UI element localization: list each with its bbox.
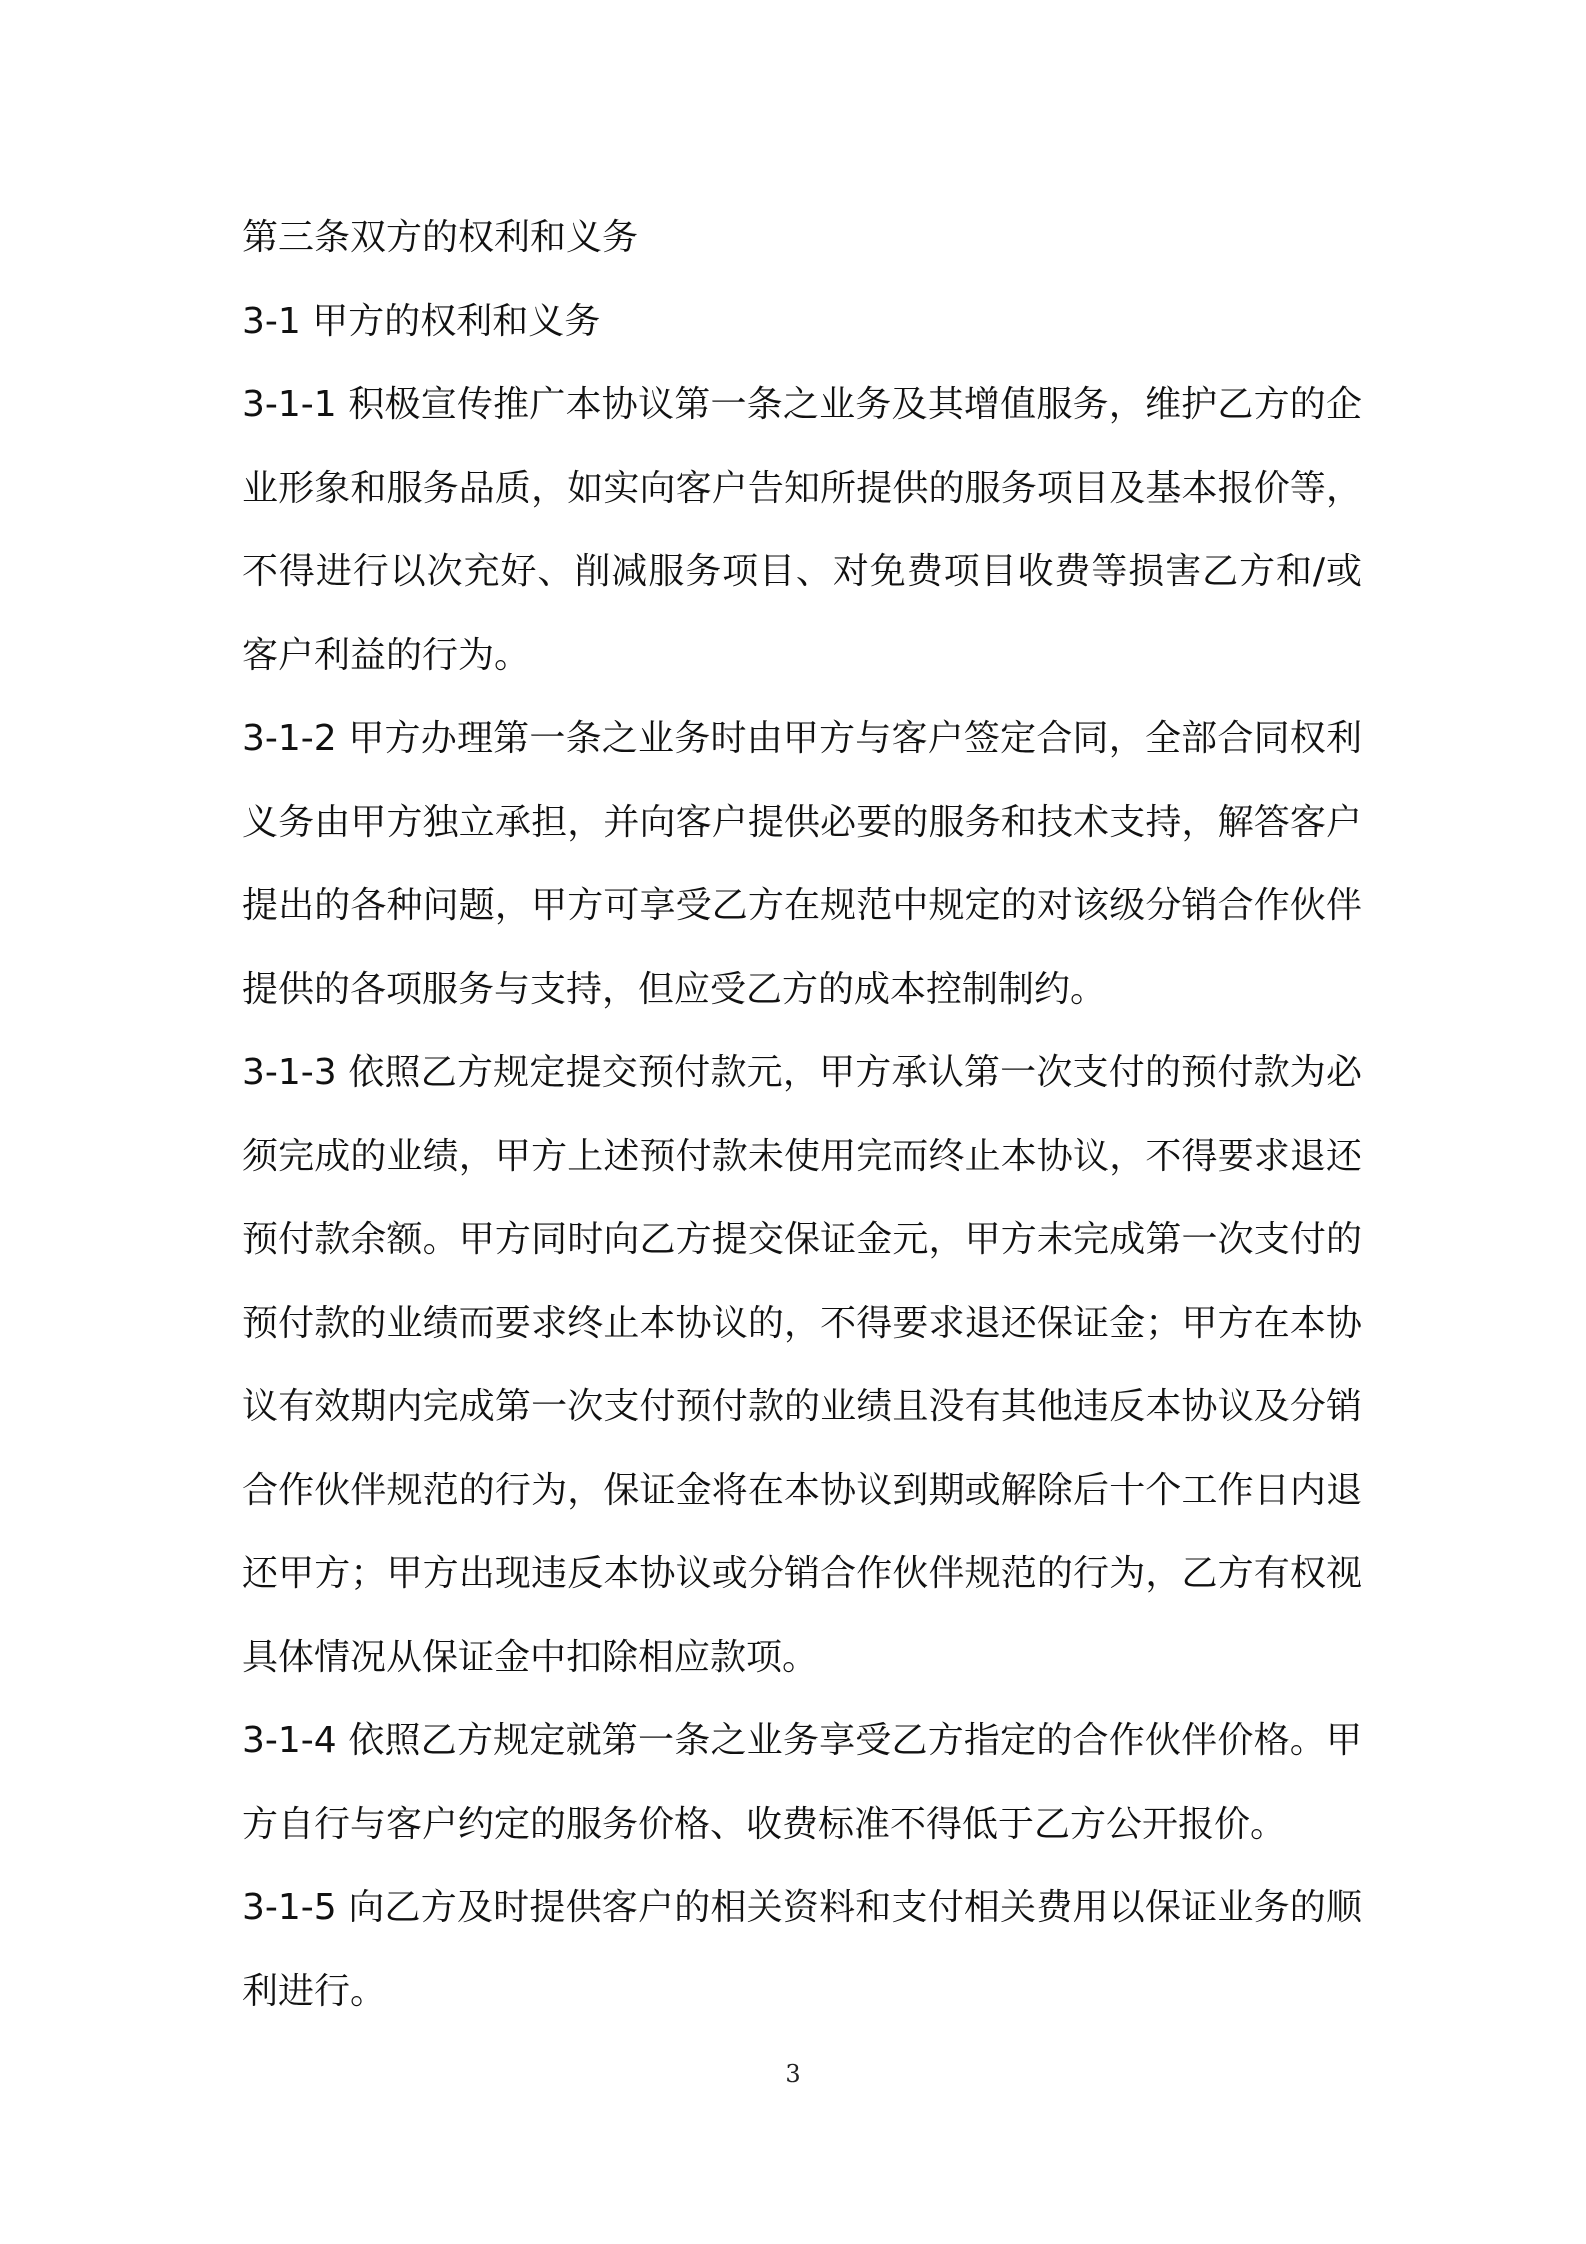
clause-3-1-5: 3-1-5 向乙方及时提供客户的相关资料和支付相关费用以保证业务的顺利进行。 — [242, 1887, 1362, 2012]
contract-body — [242, 196, 1362, 2033]
clause-3-1-3: 3-1-3 依照乙方规定提交预付款元，甲方承认第一次支付的预付款为必须完成的业绩，甲方上述预付款未使用完而终止本协议，不得要求退还预付款余额。甲方同时向乙方提交保证金元，甲方未完成第一次支付的预付款的业绩而要求终止本协议的，不得要求退还保证金；甲方在本协议有效期内完成第一次支付预付款的业绩且没有其他违反本协议及分销合作伙伴规范的行为，保证金将在本协议到期或解除后十个工作日内退还甲方；甲方出现违反本协议或分销合作伙伴规范的行为，乙方有权视具体情况从保证金中扣除相应款项。 — [242, 1052, 1362, 1678]
clause-3-1-4: 3-1-4 依照乙方规定就第一条之业务享受乙方指定的合作伙伴价格。甲方自行与客户约定的服务价格、收费标准不得低于乙方公开报价。 — [242, 1720, 1362, 1845]
subsection-title: 3-1 甲方的权利和义务 — [242, 300, 601, 342]
clause-3-1-1: 3-1-1 积极宣传推广本协议第一条之业务及其增值服务，维护乙方的企业形象和服务品质，如实向客户告知所提供的服务项目及基本报价等，不得进行以次充好、削减服务项目、对免费项目收费等损害乙方和/或客户利益的行为。 — [242, 384, 1362, 676]
clause-3-1-2: 3-1-2 甲方办理第一条之业务时由甲方与客户签定合同，全部合同权利义务由甲方独立承担，并向客户提供必要的服务和技术支持，解答客户提出的各种问题，甲方可享受乙方在规范中规定的对该级分销合作伙伴提供的各项服务与支持，但应受乙方的成本控制制约。 — [242, 718, 1362, 1010]
page-number: 3 — [785, 2060, 801, 2088]
section-title: 第三条双方的权利和义务 — [242, 217, 639, 258]
